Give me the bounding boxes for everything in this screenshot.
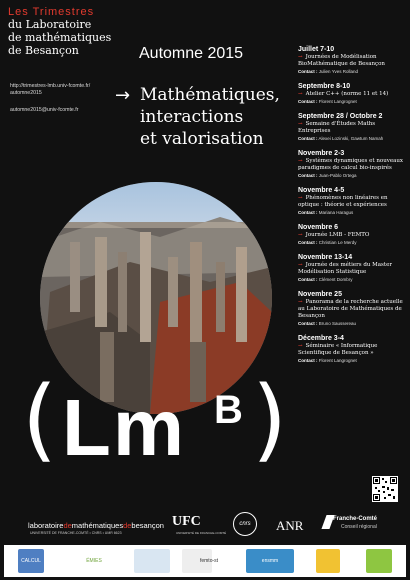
lab-line-1: du Laboratoire: [8, 18, 92, 31]
event-title-text: Phénomènes non linéaires en optique : théorie et expériences: [298, 195, 388, 208]
qr-code[interactable]: [372, 476, 398, 502]
headline-line-3: et valorisation: [140, 129, 264, 149]
event-title: [298, 232, 406, 239]
event-item: [298, 149, 406, 179]
sponsor-logo: ÉMIES: [86, 558, 102, 564]
contact-name: Florent Langrognet: [318, 358, 357, 363]
event-title-text: Panorama de la recherche actuelle au Laboratoire de Mathématiques de Besançon: [298, 299, 403, 319]
event-date: Novembre 25: [298, 291, 342, 298]
sponsor-logo: ensmm: [246, 549, 294, 573]
logo-paren-right: ): [252, 367, 288, 472]
event-contact: [298, 172, 406, 179]
contact-label: Contact :: [298, 173, 318, 178]
contact-name: Clément Dombry: [318, 277, 353, 282]
event-title: [298, 262, 406, 276]
event-contact: [298, 135, 406, 142]
contact-label: Contact :: [298, 358, 318, 363]
event-title-text: Journée des métiers du Master Modélisation Statistique: [298, 262, 392, 275]
event-item: [298, 223, 406, 246]
lab-line-2: de mathématiques: [8, 31, 112, 44]
event-date: Septembre 28 / Octobre 2: [298, 113, 383, 120]
contact-name: Julien Yves Rolland: [318, 69, 358, 74]
arrow-icon: →: [298, 121, 303, 127]
headline-line-1: Mathématiques,: [140, 85, 280, 105]
ufc-logo: UFC: [172, 514, 201, 529]
qr-code-pattern: [372, 476, 398, 502]
sponsor-logo: [134, 549, 170, 573]
lab-text-part: de: [123, 521, 132, 530]
main-headline: [140, 84, 290, 150]
event-item: [298, 186, 406, 216]
event-date: Novembre 6: [298, 224, 339, 231]
event-item: [298, 45, 406, 75]
lab-logo-text: [28, 521, 164, 530]
event-date: Juillet 7-10: [298, 46, 335, 53]
event-title-text: Systèmes dynamiques et nouveaux paradigmes de calcul bio-inspirés: [298, 158, 404, 171]
event-title: [298, 195, 406, 209]
contact-name: Juan-Pablo Ortega: [318, 173, 357, 178]
lab-text-part: laboratoire: [28, 521, 64, 530]
arrow-icon: →: [298, 54, 303, 60]
event-item: [298, 290, 406, 327]
event-title: [298, 121, 406, 135]
event-schedule: [298, 45, 406, 371]
ufc-subtitle: UNIVERSITÉ DE FRANCHE-COMTÉ: [176, 531, 227, 535]
url-part-2[interactable]: automne2015: [10, 90, 42, 96]
rooftops-photo: [40, 182, 272, 414]
event-title-text: Semaine d'Études Maths Entreprises: [298, 121, 376, 134]
contact-label: Contact :: [298, 321, 318, 326]
arrow-icon: →: [298, 158, 303, 164]
event-date: Novembre 4-5: [298, 187, 345, 194]
event-contact: [298, 357, 406, 364]
event-title: [298, 91, 406, 98]
contact-name: Christian Le Merdy: [318, 240, 357, 245]
lab-line-3: de Besançon: [8, 44, 79, 57]
event-title-text: Atelier C++ (norme 11 et 14): [305, 91, 389, 97]
contact-label: Contact :: [298, 210, 318, 215]
arrow-icon: →: [298, 195, 303, 201]
event-item: [298, 334, 406, 364]
event-contact: [298, 276, 406, 283]
website-url[interactable]: [10, 83, 90, 97]
event-title-text: Journées de Modélisation BioMathématique de Besançon: [298, 54, 385, 67]
event-title: [298, 343, 406, 357]
contact-name: Florent Langrognet: [318, 99, 357, 104]
event-item: [298, 82, 406, 105]
event-date: Novembre 13-14: [298, 254, 353, 261]
sponsor-logo: [316, 549, 340, 573]
event-contact: [298, 68, 406, 75]
event-date: Novembre 2-3: [298, 150, 345, 157]
arrow-icon: →: [298, 299, 303, 305]
contact-label: Contact :: [298, 69, 318, 74]
lab-text-part: besançon: [131, 521, 164, 530]
url-part-1[interactable]: http://trimestres-lmb.univ-fcomte.fr/: [10, 83, 91, 89]
season-title: Automne 2015: [139, 45, 244, 62]
sponsor-logo: [366, 549, 392, 573]
contact-label: Contact :: [298, 136, 318, 141]
event-contact: [298, 239, 406, 246]
lab-text-part: mathématiques: [71, 521, 124, 530]
anr-logo: ANR: [276, 518, 304, 533]
event-date: Décembre 3-4: [298, 335, 344, 342]
franche-comte-logo: Franche-Comté: [333, 516, 378, 522]
arrow-icon: →: [298, 232, 303, 238]
event-contact: [298, 209, 406, 216]
arrow-icon: →: [115, 85, 131, 106]
logo-paren-left: (: [22, 367, 58, 472]
event-contact: [298, 320, 406, 327]
headline-line-2: interactions: [140, 107, 244, 127]
arrow-icon: →: [298, 343, 303, 349]
event-title: [298, 158, 406, 172]
event-date: Septembre 8-10: [298, 83, 351, 90]
event-title: [298, 54, 406, 68]
event-item: [298, 253, 406, 283]
sponsor-logo: femto-st: [199, 558, 219, 564]
email-address[interactable]: automne2015@univ-fcomte.fr: [10, 107, 79, 113]
event-title-text: Journée LMB - FEMTO: [305, 232, 370, 238]
contact-label: Contact :: [298, 240, 318, 245]
contact-name: Alexei Lozinski, Gawtum Namah: [318, 136, 384, 141]
lab-subtitle: UNIVERSITÉ DE FRANCHE-COMTÉ • CNRS • UMR 6623: [30, 531, 122, 535]
event-item: [298, 112, 406, 142]
rooftops-illustration: [40, 182, 272, 414]
lmb-logo-superscript: B: [214, 388, 243, 432]
arrow-icon: →: [298, 91, 303, 97]
franche-comte-subtitle: Conseil régional: [341, 524, 377, 530]
contact-label: Contact :: [298, 277, 318, 282]
event-title: [298, 299, 406, 320]
contact-label: Contact :: [298, 99, 318, 104]
sponsor-logo: CALCUL: [18, 549, 44, 573]
series-title: Les Trimestres: [8, 6, 95, 18]
arrow-icon: →: [298, 262, 303, 268]
event-contact: [298, 98, 406, 105]
contact-name: Bruno Saussereau: [318, 321, 357, 326]
contact-name: Mariana Haragus: [318, 210, 354, 215]
lmb-logo: Lm: [62, 383, 186, 472]
sponsor-strip: [4, 545, 406, 577]
lab-text-part: de: [63, 521, 72, 530]
cnrs-logo: cnrs: [233, 512, 257, 536]
event-title-text: Séminaire « Informatique Scientifique de Besançon »: [298, 343, 378, 356]
